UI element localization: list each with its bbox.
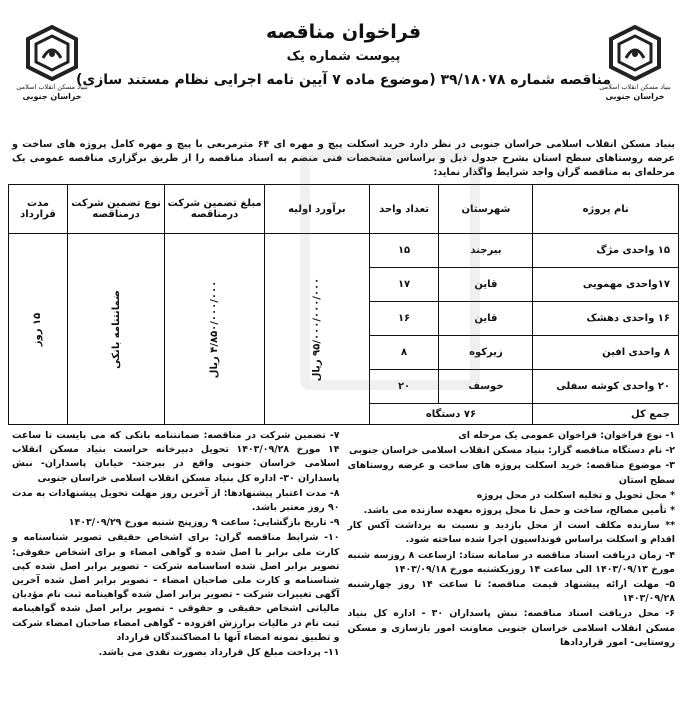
cell-project: ۱۵ واحدی مژگ xyxy=(533,234,679,268)
logo-right xyxy=(599,24,671,112)
header-project: نام پروژه xyxy=(533,185,679,234)
logo-region: خراسان جنوبی xyxy=(22,92,82,101)
housing-foundation-logo-icon xyxy=(606,24,664,82)
guarantee-amount-value: ۴/۸۵۰/۰۰۰/۰۰۰ ریال xyxy=(209,280,221,378)
condition-item: ۱۱- پرداخت مبلغ کل قرارداد بصورت نقدی می باشد. xyxy=(98,647,340,659)
cell-city: قاین xyxy=(439,268,533,302)
projects-table xyxy=(8,184,679,425)
cell-city: بیرجند xyxy=(439,234,533,268)
condition-item: * محل تحویل و تخلیه اسکلت در محل پروژه xyxy=(476,489,675,501)
notice-title: فراخوان مناقصه xyxy=(265,21,422,43)
cell-project: ۱۶ واحدی دهشک xyxy=(533,302,679,336)
cell-units: ۲۰ xyxy=(369,370,439,404)
header-units: تعداد واحد xyxy=(369,185,439,234)
cell-project: ۱۷واحدی مهمویی xyxy=(533,268,679,302)
conditions-left-column xyxy=(8,429,344,661)
header-estimate: برآورد اولیه xyxy=(265,185,370,234)
logo-caption: بنیاد مسکن انقلاب اسلامی xyxy=(599,83,671,91)
conditions-columns xyxy=(8,429,679,661)
condition-item: ۷- تضمین شرکت در مناقصه: ضمانتنامه بانکی که می بایست تا ساعت ۱۴ مورخ ۱۴۰۳/۰۹/۲۸ تحویل دبیرخانه حراست بنیاد مسکن انقلاب اسلامی خراسان جنوبی واقع در بیرجند- خیابان پاسداران- نبش پاسداران ۳۰- اداره کل بنیاد مسکن انقلاب اسلامی خراسان جنوبی xyxy=(12,430,340,484)
header-city: شهرستان xyxy=(439,185,533,234)
cell-project: ۲۰ واحدی کوشه سفلی xyxy=(533,370,679,404)
condition-item: ۲- نام دستگاه مناقصه گزار: بنیاد مسکن انقلاب اسلامی خراسان جنوبی xyxy=(348,445,675,457)
intro-paragraph: بنیاد مسکن انقلاب اسلامی خراسان جنوبی در نظر دارد خرید اسکلت پیچ و مهره ای ۶۴ مترمربعی با پیچ و مهره کامل پروژه های ساخت و عرضه روستاهای سطح استان بشرح جدول ذیل و براساس مشخصات فنی منضم به اسناد مناقصه را از طریق برگزاری مناقصه عمومی یک مرحله‌ای به مناقصه گران واجد شرایط واگذار نماید: xyxy=(12,139,675,178)
cell-estimate xyxy=(265,234,370,425)
condition-item: ۳- موضوع مناقصه: خرید اسکلت پروژه های ساخت و عرضه روستاهای سطح استان xyxy=(347,460,675,486)
header-duration: مدت قرارداد xyxy=(9,185,68,234)
condition-item: * تأمین مصالح، ساخت و حمل تا محل پروژه بعهده سازنده می باشد. xyxy=(363,505,675,517)
guarantee-type-value: ضمانتنامه بانکی xyxy=(110,289,122,369)
estimate-value: ۹۵/۰۰۰/۰۰۰/۰۰۰ ریال xyxy=(311,277,323,381)
cell-total-value: ۷۶ دستگاه xyxy=(369,404,533,425)
logo-region: خراسان جنوبی xyxy=(605,92,665,101)
table-row xyxy=(9,234,679,268)
housing-foundation-logo-icon xyxy=(23,24,81,82)
condition-item: ۶- محل دریافت اسناد مناقصه: نبش پاسداران ۳۰ - اداره کل بنیاد مسکن انقلاب اسلامی خراسان جنوبی معاونت امور بازسازی و مسکن روستایی- امور قراردادها xyxy=(347,608,675,648)
notice-header xyxy=(8,20,679,132)
condition-item: ۴- زمان دریافت اسناد مناقصه در سامانه ستاد: ازساعت ۸ روزسه شنبه مورخ ۱۴۰۳/۰۹/۱۳ الی ساعت ۱۴ روزیکشنبه مورخ ۱۴۰۳/۰۹/۱۸ xyxy=(347,549,675,575)
tender-number-line: مناقصه شماره ۳۹/۱۸۰۷۸ (موضوع ماده ۷ آیین نامه اجرایی نظام مستند سازی) xyxy=(75,72,612,88)
header-guarantee-type: نوع تضمین شرکت درمناقصه xyxy=(67,185,164,234)
cell-units: ۸ xyxy=(369,336,439,370)
header-guarantee-amount: مبلغ تضمین شرکت درمناقصه xyxy=(165,185,265,234)
logo-caption: بنیاد مسکن انقلاب اسلامی xyxy=(16,83,88,91)
condition-item: ۱- نوع فراخوان: فراخوان عمومی یک مرحله ای xyxy=(458,430,675,441)
duration-value: ۱۵ روز xyxy=(32,312,44,346)
cell-units: ۱۶ xyxy=(369,302,439,336)
cell-city: خوسف xyxy=(439,370,533,404)
logo-left xyxy=(16,24,88,112)
notice-subtitle: پیوست شماره یک xyxy=(286,49,401,64)
condition-item: ۱۰- شرایط مناقصه گران: برای اشخاص حقیقی تصویر شناسنامه و کارت ملی برابر با اصل شده و گواهی امضاء و برای اشخاص حقوقی: تصویر برابر اصل شده اساسنامه شرکت - تصویر برابر اصل شده کپی شناسنامه و کارت ملی صاحبان امضاء - تصویر برابر اصل شده آخرین آگهی تغییرات شرکت - تصویر برابر اصل شده گواهینامه ثبت نام مؤدیان مالیاتی اشخاص حقیقی و حقوقی - تصویر برابر اصل شده گواهینامه ثبت نام در مالیات برارزش افزوده - گواهی امضاء صاحبان امضاء شرکت و تطبیق نمونه امضاء آنها با امضاکنندگان قرارداد xyxy=(12,532,340,643)
cell-units: ۱۷ xyxy=(369,268,439,302)
cell-units: ۱۵ xyxy=(369,234,439,268)
cell-city: قاین xyxy=(439,302,533,336)
cell-city: زیرکوه xyxy=(439,336,533,370)
cell-guarantee-type xyxy=(67,234,164,425)
cell-total-label: جمع کل xyxy=(533,404,679,425)
condition-item: ۵- مهلت ارائه پیشنهاد قیمت مناقصه: تا ساعت ۱۴ روز چهارشنبه ۱۴۰۳/۰۹/۲۸ xyxy=(347,579,675,605)
cell-guarantee-amount xyxy=(165,234,265,425)
cell-project: ۸ واحدی افین xyxy=(533,336,679,370)
condition-item: ۸- مدت اعتبار پیشنهادها: از آخرین روز مهلت تحویل پیشنهادات به مدت ۹۰ روز معتبر باشد. xyxy=(12,487,340,514)
cell-duration xyxy=(9,234,68,425)
conditions-right-column xyxy=(344,429,680,661)
table-header-row xyxy=(9,185,679,234)
condition-item: ۹- تاریخ بازگشایی: ساعت ۹ روزپنج شنبه مورخ ۱۴۰۳/۰۹/۲۹ xyxy=(68,517,340,529)
condition-item: ** سازنده مکلف است از محل بازدید و نسبت به برداشت آکس کار اقدام و اسکلت براساس فونداسیون اجرا شده ساخته شود. xyxy=(347,520,675,546)
